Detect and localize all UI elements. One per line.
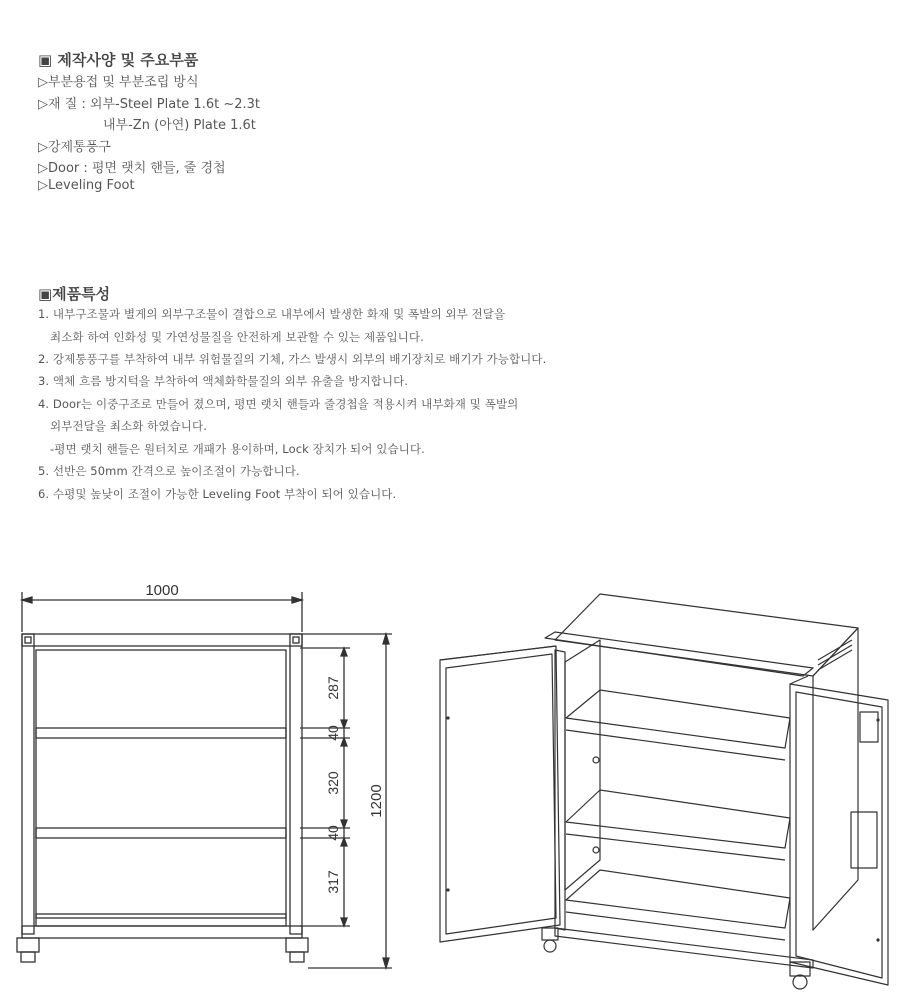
width-dimension-label: 1000 <box>145 582 179 599</box>
section-label-1: 287 <box>325 676 341 700</box>
spec-line-method: ▷부분용접 및 부분조립 방식 <box>38 75 199 90</box>
section-label-4: 40 <box>325 825 341 841</box>
specs-title: ▣ 제작사양 및 주요부품 <box>38 51 199 69</box>
spec-line-vent: ▷강제통풍구 <box>38 140 111 155</box>
feature-line-1-cont: 최소화 하여 인화성 및 가연성물질을 안전하게 보관할 수 있는 제품입니다. <box>50 330 424 344</box>
feature-line-2: 2. 강제통풍구를 부착하여 내부 위험물질의 기체, 가스 발생시 외부의 배기장치로 배기가 가능합니다. <box>38 352 547 366</box>
feature-line-3: 3. 액체 흐름 방지턱을 부착하여 액체화학물질의 외부 유출을 방지합니다. <box>38 374 409 388</box>
features-title: ▣제품특성 <box>38 285 111 303</box>
spec-line-door: ▷Door : 평면 랫치 핸들, 줄 경첩 <box>38 161 226 176</box>
feature-line-1: 1. 내부구조물과 별게의 외부구조물이 결합으로 내부에서 발생한 화재 및 폭발의 외부 전달을 <box>38 307 506 321</box>
spec-line-material-outer: ▷재 질 : 외부-Steel Plate 1.6t ~2.3t <box>38 97 260 112</box>
feature-line-5: 5. 선반은 50mm 간격으로 높이조절이 가능합니다. <box>38 464 300 478</box>
height-dimension-label: 1200 <box>368 784 385 818</box>
feature-line-4: 4. Door는 이중구조로 만들어 졌으며, 평면 랫치 핸들과 줄경첩을 적용시켜 내부화재 및 폭발의 <box>38 397 519 411</box>
spec-line-leveling-foot: ▷Leveling Foot <box>38 178 135 193</box>
section-label-3: 320 <box>325 771 341 795</box>
feature-line-4-note: -평면 랫치 핸들은 원터치로 개패가 용이하며, Lock 장치가 되어 있습니다. <box>50 442 425 456</box>
section-label-5: 317 <box>325 870 341 894</box>
spec-line-material-inner: 내부-Zn (아연) Plate 1.6t <box>103 118 256 133</box>
feature-line-4-cont: 외부전달을 최소화 하였습니다. <box>50 419 207 433</box>
section-label-2: 40 <box>325 725 341 741</box>
front-elevation-drawing <box>0 560 420 1004</box>
isometric-cabinet-drawing <box>430 580 900 1000</box>
feature-line-6: 6. 수평및 높낮이 조절이 가능한 Leveling Foot 부착이 되어 있습니다. <box>38 487 397 501</box>
